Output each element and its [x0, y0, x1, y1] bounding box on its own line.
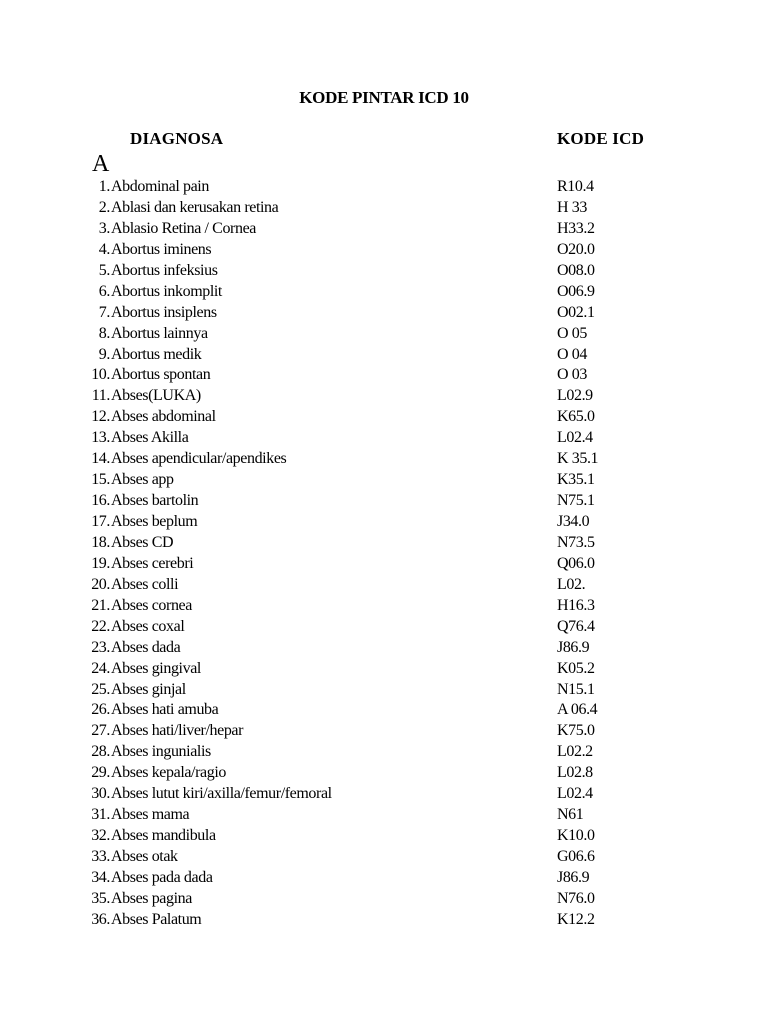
diagnosis-name: Abortus iminens — [111, 240, 212, 258]
list-item — [0, 784, 768, 805]
list-item — [0, 596, 768, 617]
item-number: 21. — [91, 596, 110, 614]
list-item — [0, 617, 768, 638]
list-item — [0, 910, 768, 931]
diagnosis-name: Abses mama — [111, 806, 190, 824]
icd-code: K12.2 — [557, 910, 595, 928]
list-item — [0, 219, 768, 240]
diagnosis-name: Abses abdominal — [111, 408, 216, 426]
item-number: 10. — [91, 366, 110, 384]
list-item — [0, 491, 768, 512]
icd-code: K65.0 — [557, 408, 595, 426]
item-number: 19. — [91, 554, 110, 572]
item-number: 17. — [91, 513, 110, 530]
list-item — [0, 680, 768, 701]
item-number: 5. — [98, 261, 110, 279]
icd-code: O 03 — [557, 366, 587, 384]
list-item — [0, 240, 768, 261]
icd-code: O08.0 — [557, 261, 595, 279]
item-number: 12. — [91, 408, 110, 426]
diagnosis-name: Abses otak — [111, 848, 178, 865]
list-item — [0, 889, 768, 910]
icd-code: L02.8 — [557, 764, 593, 782]
icd-code: K75.0 — [557, 722, 595, 740]
icd-code: O06.9 — [557, 282, 595, 300]
diagnosis-name: Abses pagina — [111, 889, 192, 907]
icd-code: L02.2 — [557, 743, 593, 761]
icd-code: K 35.1 — [557, 450, 599, 468]
icd-code: H 33 — [557, 198, 587, 216]
icd-code: H16.3 — [557, 596, 595, 614]
item-number: 7. — [98, 303, 110, 321]
icd-code: O 05 — [557, 324, 587, 342]
item-number: 15. — [91, 471, 110, 489]
diagnosis-name: Ablasi dan kerusakan retina — [111, 198, 279, 216]
diagnosis-name: Abses beplum — [111, 513, 198, 530]
diagnosis-name: Abses mandibula — [111, 827, 216, 845]
icd-code: J34.0 — [557, 513, 590, 530]
diagnosis-name: Abses app — [111, 471, 174, 489]
icd-code-column-header: KODE ICD — [557, 129, 645, 148]
icd-code: R10.4 — [557, 178, 594, 195]
list-item — [0, 407, 768, 428]
list-item — [0, 449, 768, 470]
diagnosis-name: Abortus insiplens — [111, 303, 217, 321]
icd-code: K10.0 — [557, 827, 595, 845]
list-item — [0, 847, 768, 868]
diagnosis-name: Abses CD — [111, 533, 174, 551]
list-item — [0, 345, 768, 366]
section-letter: A — [92, 151, 110, 177]
diagnosis-name: Abses ginjal — [111, 680, 186, 698]
list-item — [0, 554, 768, 575]
diagnosis-name: Ablasio Retina / Cornea — [111, 219, 256, 237]
icd-code: L02.4 — [557, 429, 593, 447]
item-number: 34. — [91, 868, 110, 886]
icd-code: O20.0 — [557, 240, 595, 258]
diagnosis-name: Abses bartolin — [111, 492, 199, 510]
list-item — [0, 282, 768, 303]
diagnosis-name: Abses cerebri — [111, 554, 194, 572]
diagnosis-name: Abses hati/liver/hepar — [111, 722, 244, 740]
item-number: 35. — [91, 889, 110, 907]
list-item — [0, 763, 768, 784]
diagnosis-name: Abses hati amuba — [111, 701, 219, 719]
item-number: 18. — [91, 533, 110, 551]
icd-code: J86.9 — [557, 638, 590, 656]
list-item — [0, 386, 768, 407]
icd-code: L02. — [557, 575, 586, 593]
item-number: 27. — [91, 722, 110, 740]
list-item — [0, 638, 768, 659]
list-item — [0, 826, 768, 847]
list-item — [0, 428, 768, 449]
icd-code: O 04 — [557, 345, 587, 363]
diagnosis-name: Abses Palatum — [111, 910, 202, 928]
item-number: 28. — [91, 743, 110, 761]
item-number: 22. — [91, 617, 110, 635]
list-item — [0, 700, 768, 721]
list-item — [0, 721, 768, 742]
document-title: KODE PINTAR ICD 10 — [299, 88, 469, 107]
diagnosis-name: Abses dada — [111, 638, 181, 656]
item-number: 33. — [91, 848, 110, 865]
diagnosis-name: Abortus infeksius — [111, 261, 218, 279]
item-number: 9. — [98, 345, 110, 363]
list-item — [0, 177, 768, 198]
icd-code: O02.1 — [557, 303, 595, 321]
icd-code: N73.5 — [557, 533, 595, 551]
diagnosis-list — [0, 177, 768, 931]
icd-code: K35.1 — [557, 471, 595, 489]
list-item — [0, 533, 768, 554]
list-item — [0, 261, 768, 282]
item-number: 8. — [98, 324, 110, 342]
item-number: 36. — [91, 910, 110, 928]
diagnosis-name: Abses(LUKA) — [111, 387, 201, 405]
item-number: 14. — [91, 450, 110, 468]
item-number: 4. — [98, 240, 110, 258]
item-number: 13. — [91, 429, 110, 447]
diagnosis-name: Abses ingunialis — [111, 743, 211, 761]
icd-code: Q06.0 — [557, 554, 595, 572]
list-item — [0, 470, 768, 491]
list-item — [0, 303, 768, 324]
list-item — [0, 742, 768, 763]
item-number: 16. — [91, 492, 110, 510]
item-number: 31. — [91, 806, 110, 824]
diagnosis-name: Abortus inkomplit — [111, 282, 222, 300]
diagnosis-name: Abortus lainnya — [111, 324, 208, 342]
diagnosis-name: Abortus spontan — [111, 366, 211, 384]
list-item — [0, 805, 768, 826]
item-number: 23. — [91, 638, 110, 656]
item-number: 2. — [98, 198, 110, 216]
list-item — [0, 365, 768, 386]
item-number: 3. — [98, 219, 110, 237]
icd-code: H33.2 — [557, 219, 595, 237]
list-item — [0, 512, 768, 533]
list-item — [0, 324, 768, 345]
diagnosis-name: Abses coxal — [111, 617, 185, 635]
item-number: 29. — [91, 764, 110, 782]
diagnosis-name: Abses colli — [111, 575, 179, 593]
diagnosis-name: Abses cornea — [111, 596, 192, 614]
list-item — [0, 575, 768, 596]
diagnosis-column-header: DIAGNOSA — [130, 129, 224, 148]
item-number: 6. — [98, 282, 110, 300]
diagnosis-name: Abses lutut kiri/axilla/femur/femoral — [111, 785, 332, 803]
icd-code: L02.4 — [557, 785, 593, 803]
item-number: 32. — [91, 827, 110, 845]
icd-code: N76.0 — [557, 889, 595, 907]
icd-code: K05.2 — [557, 659, 595, 677]
diagnosis-name: Abortus medik — [111, 345, 202, 363]
list-item — [0, 868, 768, 889]
icd-code: N61 — [557, 806, 584, 824]
item-number: 26. — [91, 701, 110, 719]
list-item — [0, 659, 768, 680]
icd-code: Q76.4 — [557, 617, 595, 635]
icd-code: N75.1 — [557, 492, 595, 510]
item-number: 20. — [91, 575, 110, 593]
item-number: 11. — [91, 387, 110, 405]
icd-code: J86.9 — [557, 868, 590, 886]
item-number: 1. — [98, 178, 110, 195]
item-number: 24. — [91, 659, 110, 677]
icd-code: N15.1 — [557, 680, 595, 698]
diagnosis-name: Abses gingival — [111, 659, 201, 677]
diagnosis-name: Abdominal pain — [111, 178, 209, 195]
diagnosis-name: Abses apendicular/apendikes — [111, 450, 287, 468]
item-number: 25. — [91, 680, 110, 698]
icd-code: A 06.4 — [557, 701, 598, 719]
diagnosis-name: Abses kepala/ragio — [111, 764, 226, 782]
diagnosis-name: Abses pada dada — [111, 868, 213, 886]
item-number: 30. — [91, 785, 110, 803]
icd-code: L02.9 — [557, 387, 593, 405]
diagnosis-name: Abses Akilla — [111, 429, 189, 447]
list-item — [0, 198, 768, 219]
icd-code: G06.6 — [557, 848, 595, 865]
